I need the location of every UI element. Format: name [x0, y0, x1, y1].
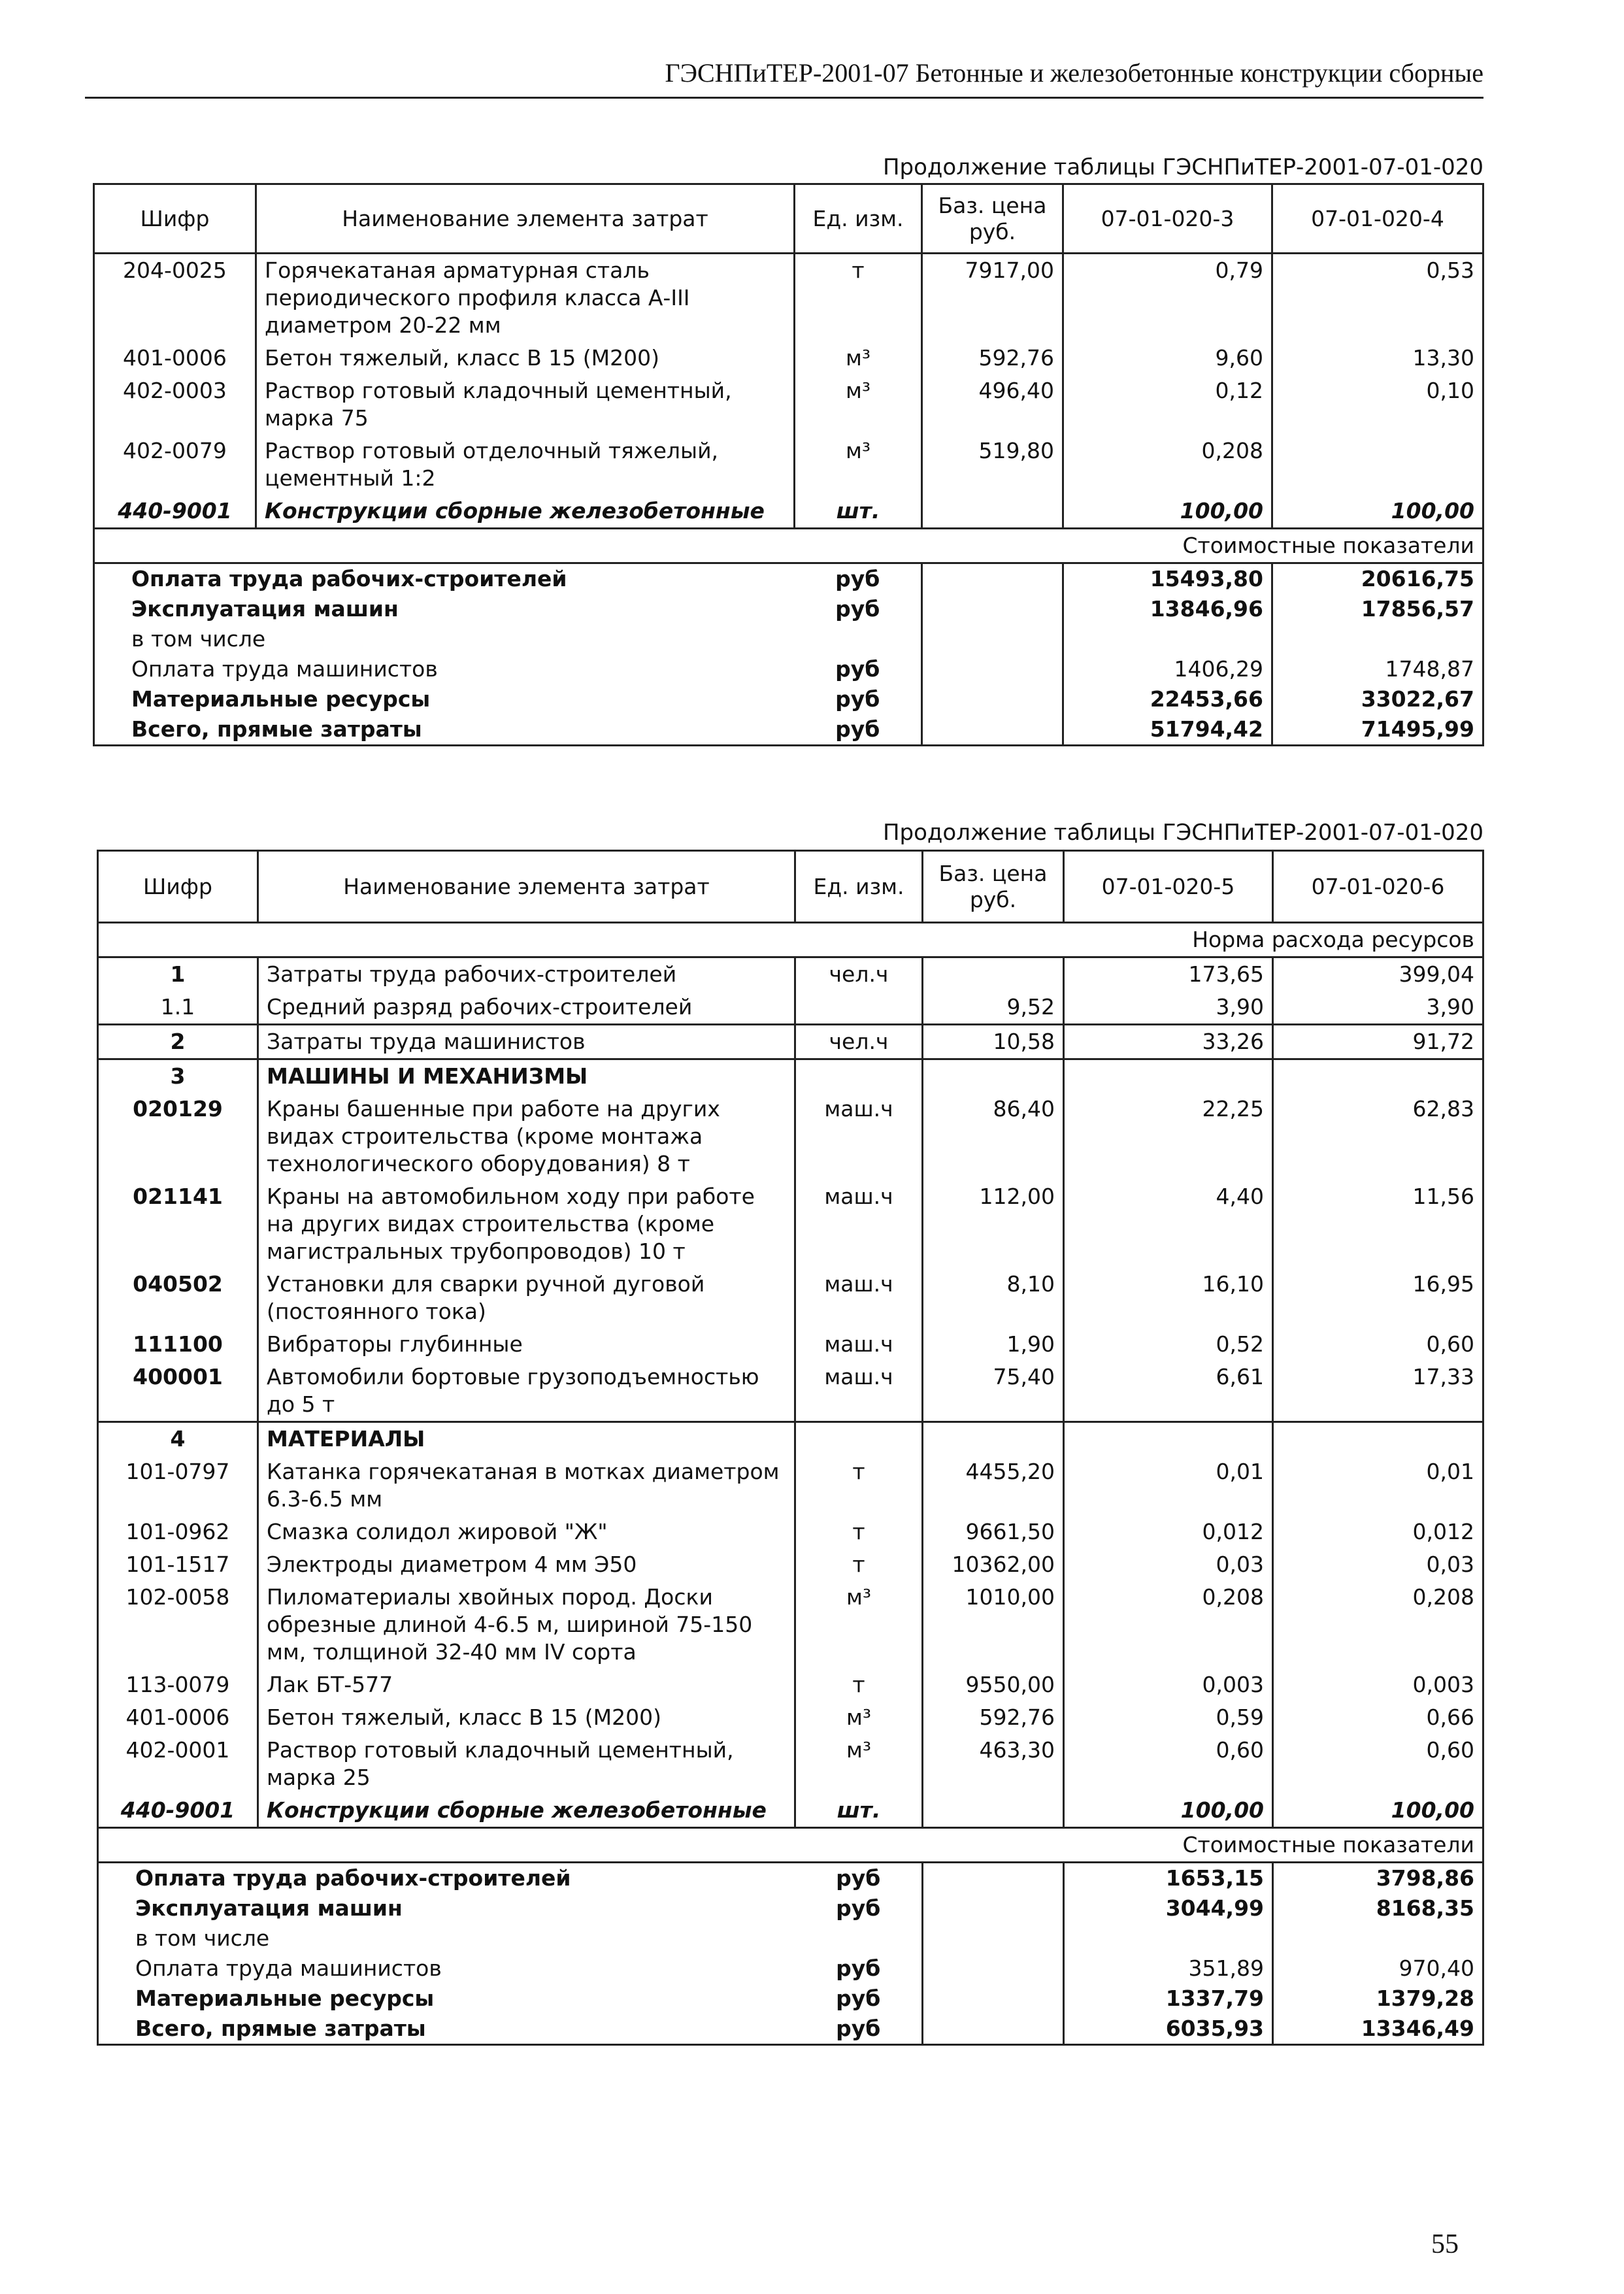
row-code: 101-0962 — [98, 1516, 258, 1548]
row-name: Раствор готовый кладочный цементный, марка 75 — [256, 374, 795, 435]
row-value-a: 0,208 — [1064, 1581, 1273, 1669]
cost-label: Всего, прямые затраты — [98, 2014, 795, 2045]
cost-value-a: 3044,99 — [1064, 1893, 1273, 1923]
table-row — [98, 1268, 1483, 1328]
row-unit — [795, 991, 923, 1025]
row-price: 112,00 — [923, 1180, 1064, 1268]
row-value-b: 0,208 — [1273, 1581, 1483, 1669]
row-value-a: 3,90 — [1064, 991, 1273, 1025]
row-name: Затраты труда рабочих-строителей — [258, 957, 795, 991]
table1-continuation: Продолжение таблицы ГЭСНПиТЕР-2001-07-01-020 — [882, 154, 1483, 180]
cost-header-row — [98, 1828, 1483, 1863]
row-value-b: 0,60 — [1273, 1328, 1483, 1361]
row-unit: шт. — [795, 495, 922, 529]
row-unit: м³ — [795, 1701, 923, 1734]
row-name: Бетон тяжелый, класс В 15 (М200) — [258, 1701, 795, 1734]
row-value-b: 0,01 — [1273, 1455, 1483, 1516]
col-header-price: Баз. цена руб. — [922, 184, 1063, 254]
row-name: Средний разряд рабочих-строителей — [258, 991, 795, 1025]
row-value-a: 173,65 — [1064, 957, 1273, 991]
row-name: Пиломатериалы хвойных пород. Доски обрезные длиной 4-6.5 м, шириной 75-150 мм, толщиной 32-40 мм IV сорта — [258, 1581, 795, 1669]
row-unit: м³ — [795, 342, 922, 374]
row-value-b: 17,33 — [1273, 1361, 1483, 1422]
row-value-b: 62,83 — [1273, 1093, 1483, 1180]
row-code: 101-0797 — [98, 1455, 258, 1516]
row-price — [922, 495, 1063, 529]
row-price: 75,40 — [923, 1361, 1064, 1422]
row-unit: маш.ч — [795, 1361, 923, 1422]
cost-unit: руб — [795, 1953, 923, 1984]
row-code: 2 — [98, 1025, 258, 1059]
table-row — [98, 1516, 1483, 1548]
norm-header: Норма расхода ресурсов — [98, 923, 1483, 957]
row-code: 3 — [98, 1059, 258, 1093]
row-price: 7917,00 — [922, 254, 1063, 342]
cost-label: Эксплуатация машин — [94, 594, 795, 624]
cost-value-a: 1337,79 — [1064, 1984, 1273, 2014]
cost-row — [94, 563, 1483, 595]
row-value-b: 0,66 — [1273, 1701, 1483, 1734]
cost-price — [923, 1893, 1064, 1923]
row-price: 86,40 — [923, 1093, 1064, 1180]
row-value-b — [1272, 435, 1483, 495]
row-name: Краны башенные при работе на других видах строительства (кроме монтажа технологического оборудования) 8 т — [258, 1093, 795, 1180]
cost-row — [98, 1923, 1483, 1953]
row-price: 592,76 — [922, 342, 1063, 374]
cost-value-a: 351,89 — [1064, 1953, 1273, 1984]
row-value-a: 0,52 — [1064, 1328, 1273, 1361]
cost-value-a — [1063, 624, 1272, 654]
cost-label: Материальные ресурсы — [98, 1984, 795, 2014]
cost-price — [922, 594, 1063, 624]
row-price: 1010,00 — [923, 1581, 1064, 1669]
cost-unit: руб — [795, 1863, 923, 1894]
row-value-a — [1064, 1422, 1273, 1456]
table-row — [98, 1669, 1483, 1701]
row-name: МАТЕРИАЛЫ — [258, 1422, 795, 1456]
row-name: Конструкции сборные железобетонные — [258, 1794, 795, 1828]
cost-header: Стоимостные показатели — [98, 1828, 1483, 1863]
row-value-a: 0,208 — [1063, 435, 1272, 495]
row-value-a: 0,12 — [1063, 374, 1272, 435]
row-value-b — [1273, 1059, 1483, 1093]
row-unit: т — [795, 1669, 923, 1701]
row-code: 1 — [98, 957, 258, 991]
row-value-b: 3,90 — [1273, 991, 1483, 1025]
row-value-a: 6,61 — [1064, 1361, 1273, 1422]
table-row — [98, 1548, 1483, 1581]
cost-unit: руб — [795, 684, 922, 714]
table-row — [98, 991, 1483, 1025]
row-unit: маш.ч — [795, 1093, 923, 1180]
row-price — [923, 1422, 1064, 1456]
row-unit: маш.ч — [795, 1180, 923, 1268]
table-row — [94, 254, 1483, 342]
row-unit: шт. — [795, 1794, 923, 1828]
row-price: 10,58 — [923, 1025, 1064, 1059]
table-row — [98, 1093, 1483, 1180]
cost-value-b: 970,40 — [1273, 1953, 1483, 1984]
cost-label: в том числе — [98, 1923, 795, 1953]
row-name: Раствор готовый отделочный тяжелый, цементный 1:2 — [256, 435, 795, 495]
row-name: Затраты труда машинистов — [258, 1025, 795, 1059]
cost-unit — [795, 1923, 923, 1953]
row-name: Катанка горячекатаная в мотках диаметром 6.3-6.5 мм — [258, 1455, 795, 1516]
row-value-b — [1273, 1422, 1483, 1456]
row-unit: маш.ч — [795, 1328, 923, 1361]
row-price: 10362,00 — [923, 1548, 1064, 1581]
col-header-name: Наименование элемента затрат — [258, 851, 795, 923]
norm-header-row — [98, 923, 1483, 957]
row-price: 9,52 — [923, 991, 1064, 1025]
cost-value-a: 1653,15 — [1064, 1863, 1273, 1894]
table2-continuation: Продолжение таблицы ГЭСНПиТЕР-2001-07-01-020 — [882, 820, 1483, 846]
table-row — [94, 374, 1483, 435]
row-value-a: 0,59 — [1064, 1701, 1273, 1734]
table-row — [98, 1422, 1483, 1456]
row-value-a: 0,60 — [1064, 1734, 1273, 1794]
cost-unit: руб — [795, 1893, 923, 1923]
cost-value-b: 8168,35 — [1273, 1893, 1483, 1923]
cost-value-a: 1406,29 — [1063, 654, 1272, 684]
table-row — [98, 1025, 1483, 1059]
row-value-a: 0,003 — [1064, 1669, 1273, 1701]
row-unit: м³ — [795, 374, 922, 435]
cost-value-b: 33022,67 — [1272, 684, 1483, 714]
cost-price — [922, 563, 1063, 595]
row-name: Вибраторы глубинные — [258, 1328, 795, 1361]
cost-price — [923, 1984, 1064, 2014]
cost-value-b — [1273, 1923, 1483, 1953]
cost-value-b: 3798,86 — [1273, 1863, 1483, 1894]
row-name: Раствор готовый кладочный цементный, марка 25 — [258, 1734, 795, 1794]
cost-value-a: 22453,66 — [1063, 684, 1272, 714]
row-value-a: 16,10 — [1064, 1268, 1273, 1328]
row-code: 102-0058 — [98, 1581, 258, 1669]
row-name: Автомобили бортовые грузоподъемностью до 5 т — [258, 1361, 795, 1422]
cost-row — [98, 1953, 1483, 1984]
row-value-a: 0,01 — [1064, 1455, 1273, 1516]
cost-unit: руб — [795, 2014, 923, 2045]
table-row — [98, 1734, 1483, 1794]
row-value-a: 100,00 — [1063, 495, 1272, 529]
row-name: Смазка солидол жировой "Ж" — [258, 1516, 795, 1548]
table-row — [98, 1361, 1483, 1422]
cost-price — [923, 1923, 1064, 1953]
col-header-price: Баз. цена руб. — [923, 851, 1064, 923]
row-value-b: 0,012 — [1273, 1516, 1483, 1548]
row-code: 111100 — [98, 1328, 258, 1361]
row-unit: чел.ч — [795, 957, 923, 991]
row-code: 440-9001 — [98, 1794, 258, 1828]
header-row — [94, 184, 1483, 254]
row-value-a: 0,79 — [1063, 254, 1272, 342]
row-unit: м³ — [795, 1734, 923, 1794]
cost-value-a: 6035,93 — [1064, 2014, 1273, 2045]
cost-header-row — [94, 529, 1483, 563]
table1 — [93, 183, 1484, 746]
col-header-b: 07-01-020-6 — [1273, 851, 1483, 923]
cost-header: Стоимостные показатели — [94, 529, 1483, 563]
table-row — [98, 1581, 1483, 1669]
cost-price — [923, 1953, 1064, 1984]
row-code: 113-0079 — [98, 1669, 258, 1701]
row-value-a: 0,012 — [1064, 1516, 1273, 1548]
cost-row — [98, 1984, 1483, 2014]
row-code: 4 — [98, 1422, 258, 1456]
cost-row — [98, 2014, 1483, 2045]
col-header-unit: Ед. изм. — [795, 851, 923, 923]
cost-label: Всего, прямые затраты — [94, 714, 795, 746]
page-number: 55 — [1431, 2229, 1459, 2259]
cost-label: Эксплуатация машин — [98, 1893, 795, 1923]
cost-value-b: 71495,99 — [1272, 714, 1483, 746]
row-price: 519,80 — [922, 435, 1063, 495]
row-value-a: 33,26 — [1064, 1025, 1273, 1059]
cost-unit: руб — [795, 1984, 923, 2014]
row-name: Бетон тяжелый, класс В 15 (М200) — [256, 342, 795, 374]
table-row — [98, 1180, 1483, 1268]
cost-label: Оплата труда машинистов — [94, 654, 795, 684]
cost-label: Оплата труда машинистов — [98, 1953, 795, 1984]
row-value-b: 399,04 — [1273, 957, 1483, 991]
cost-value-a: 15493,80 — [1063, 563, 1272, 595]
row-unit: чел.ч — [795, 1025, 923, 1059]
row-code: 402-0079 — [94, 435, 256, 495]
row-name: МАШИНЫ И МЕХАНИЗМЫ — [258, 1059, 795, 1093]
cost-value-a — [1064, 1923, 1273, 1953]
row-name: Лак БТ-577 — [258, 1669, 795, 1701]
row-value-b: 100,00 — [1273, 1794, 1483, 1828]
row-value-a: 0,03 — [1064, 1548, 1273, 1581]
col-header-b: 07-01-020-4 — [1272, 184, 1483, 254]
table2 — [97, 850, 1484, 2046]
cost-label: Оплата труда рабочих-строителей — [94, 563, 795, 595]
cost-value-b: 13346,49 — [1273, 2014, 1483, 2045]
row-value-b: 91,72 — [1273, 1025, 1483, 1059]
cost-row — [94, 654, 1483, 684]
table-row — [98, 1794, 1483, 1828]
col-header-a: 07-01-020-3 — [1063, 184, 1272, 254]
row-unit — [795, 1059, 923, 1093]
cost-value-b: 17856,57 — [1272, 594, 1483, 624]
table-row — [98, 957, 1483, 991]
cost-row — [98, 1863, 1483, 1894]
cost-price — [922, 624, 1063, 654]
row-value-a: 22,25 — [1064, 1093, 1273, 1180]
row-code: 400001 — [98, 1361, 258, 1422]
row-code: 021141 — [98, 1180, 258, 1268]
row-price — [923, 1059, 1064, 1093]
row-value-a — [1064, 1059, 1273, 1093]
cost-label: Материальные ресурсы — [94, 684, 795, 714]
row-unit: т — [795, 1455, 923, 1516]
row-value-a: 100,00 — [1064, 1794, 1273, 1828]
row-unit: м³ — [795, 1581, 923, 1669]
row-name: Установки для сварки ручной дуговой (постоянного тока) — [258, 1268, 795, 1328]
row-value-b: 0,53 — [1272, 254, 1483, 342]
cost-unit: руб — [795, 654, 922, 684]
row-price: 496,40 — [922, 374, 1063, 435]
cost-value-b — [1272, 624, 1483, 654]
row-code: 020129 — [98, 1093, 258, 1180]
row-price: 9550,00 — [923, 1669, 1064, 1701]
table-row — [98, 1701, 1483, 1734]
cost-value-a: 51794,42 — [1063, 714, 1272, 746]
cost-price — [922, 714, 1063, 746]
table-row — [94, 342, 1483, 374]
row-code: 401-0006 — [94, 342, 256, 374]
row-price: 463,30 — [923, 1734, 1064, 1794]
cost-row — [94, 714, 1483, 746]
col-header-a: 07-01-020-5 — [1064, 851, 1273, 923]
row-name: Электроды диаметром 4 мм Э50 — [258, 1548, 795, 1581]
table-row — [94, 435, 1483, 495]
row-name: Конструкции сборные железобетонные — [256, 495, 795, 529]
cost-unit: руб — [795, 714, 922, 746]
row-code: 440-9001 — [94, 495, 256, 529]
row-unit: м³ — [795, 435, 922, 495]
cost-row — [94, 684, 1483, 714]
cost-price — [923, 2014, 1064, 2045]
row-price: 592,76 — [923, 1701, 1064, 1734]
cost-label: в том числе — [94, 624, 795, 654]
col-header-code: Шифр — [94, 184, 256, 254]
row-value-b: 16,95 — [1273, 1268, 1483, 1328]
cost-row — [98, 1893, 1483, 1923]
row-code: 204-0025 — [94, 254, 256, 342]
row-value-b: 13,30 — [1272, 342, 1483, 374]
cost-row — [94, 624, 1483, 654]
header-row — [98, 851, 1483, 923]
table-row — [98, 1059, 1483, 1093]
table-row — [98, 1455, 1483, 1516]
cost-value-a: 13846,96 — [1063, 594, 1272, 624]
row-value-b: 100,00 — [1272, 495, 1483, 529]
row-value-b: 0,03 — [1273, 1548, 1483, 1581]
cost-unit: руб — [795, 563, 922, 595]
cost-value-b: 20616,75 — [1272, 563, 1483, 595]
row-name: Горячекатаная арматурная сталь периодического профиля класса А-III диаметром 20-22 мм — [256, 254, 795, 342]
cost-value-b: 1379,28 — [1273, 1984, 1483, 2014]
cost-price — [922, 684, 1063, 714]
row-unit: т — [795, 254, 922, 342]
row-code: 402-0003 — [94, 374, 256, 435]
col-header-unit: Ед. изм. — [795, 184, 922, 254]
row-code: 101-1517 — [98, 1548, 258, 1581]
row-name: Краны на автомобильном ходу при работе на других видах строительства (кроме магистральных трубопроводов) 10 т — [258, 1180, 795, 1268]
row-code: 1.1 — [98, 991, 258, 1025]
row-value-b: 0,10 — [1272, 374, 1483, 435]
cost-unit — [795, 624, 922, 654]
cost-label: Оплата труда рабочих-строителей — [98, 1863, 795, 1894]
row-value-b: 11,56 — [1273, 1180, 1483, 1268]
cost-price — [922, 654, 1063, 684]
row-price — [923, 957, 1064, 991]
row-value-b: 0,003 — [1273, 1669, 1483, 1701]
row-value-b: 0,60 — [1273, 1734, 1483, 1794]
row-value-a: 4,40 — [1064, 1180, 1273, 1268]
row-unit: маш.ч — [795, 1268, 923, 1328]
row-price — [923, 1794, 1064, 1828]
cost-value-b: 1748,87 — [1272, 654, 1483, 684]
row-unit — [795, 1422, 923, 1456]
table-row — [94, 495, 1483, 529]
row-code: 040502 — [98, 1268, 258, 1328]
row-value-a: 9,60 — [1063, 342, 1272, 374]
page-header: ГЭСНПиТЕР-2001-07 Бетонные и железобетонные конструкции сборные — [665, 58, 1483, 88]
header-rule — [85, 97, 1483, 99]
cost-unit: руб — [795, 594, 922, 624]
row-code: 401-0006 — [98, 1701, 258, 1734]
col-header-code: Шифр — [98, 851, 258, 923]
row-unit: т — [795, 1516, 923, 1548]
cost-row — [94, 594, 1483, 624]
row-price: 8,10 — [923, 1268, 1064, 1328]
row-code: 402-0001 — [98, 1734, 258, 1794]
table-row — [98, 1328, 1483, 1361]
col-header-name: Наименование элемента затрат — [256, 184, 795, 254]
row-price: 9661,50 — [923, 1516, 1064, 1548]
row-unit: т — [795, 1548, 923, 1581]
row-price: 4455,20 — [923, 1455, 1064, 1516]
row-price: 1,90 — [923, 1328, 1064, 1361]
cost-price — [923, 1863, 1064, 1894]
